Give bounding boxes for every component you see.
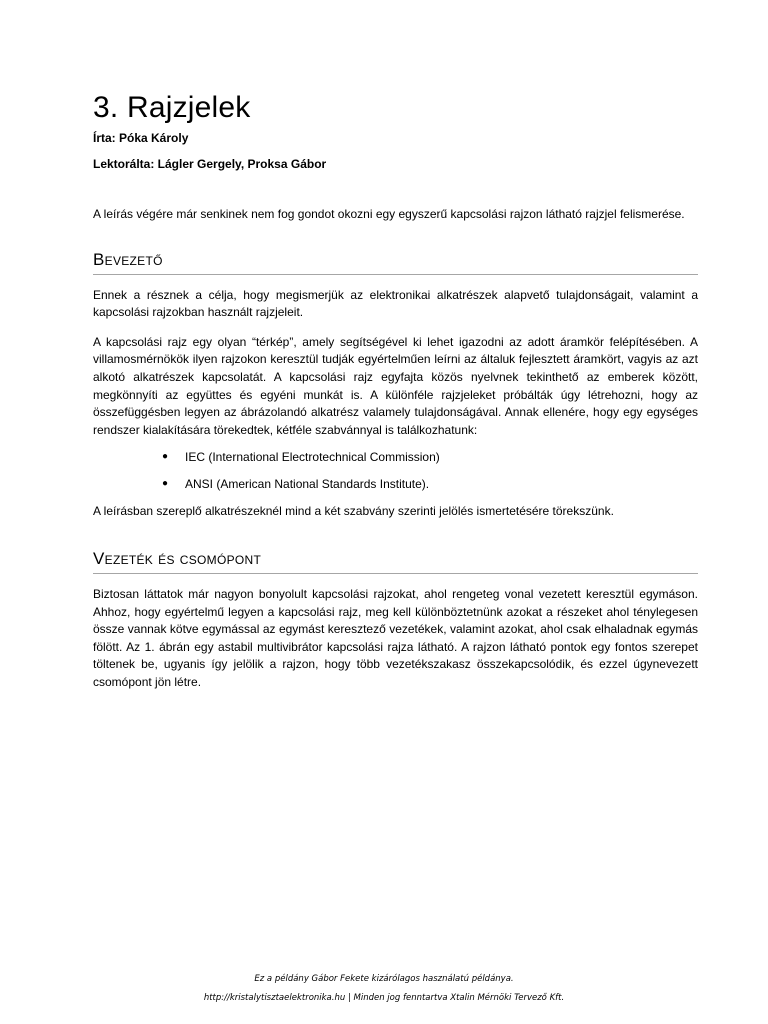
reviewer-line: Lektorálta: Lágler Gergely, Proksa Gábor [93,157,327,171]
list-item [93,449,698,465]
author-line: Írta: Póka Károly [93,131,189,145]
bullet-icon: ● [162,478,169,490]
page-title: 3. Rajzjelek [93,91,251,124]
paragraph: A leírásban szereplő alkatrészeknél mind a két szabvány szerinti jelölés ismertetésére törekszünk. [93,504,614,519]
paragraph: Ennek a résznek a célja, hogy megismerjük az elektronikai alkatrészek alapvető tulajdonságait, valamint a kapcsolási rajzokban használt rajzjeleit. [93,287,698,320]
paragraph: A kapcsolási rajz egy olyan “térkép”, amely segítségével ki lehet igazodni az adott áramkör felépítésében. A villamosmérnökök ilyen rajzokon keresztül tudják egyértelműen leírni az általuk fejlesztett áramkört, vagyis az azt alkotó alkatrészek kapcsolatát. A kapcsolási rajz egyfajta közös nyelvnek tekinthető az emberek között, megkönnyíti az együttes és egyéni munkát is. A különféle rajzjeleket próbálták úgy létrehozni, hogy az összefüggésben legyen az ábrázolandó alkatrész valamely tulajdonságával. Annak ellenére, hogy egy egységes rendszer kialakítására törekedtek, kétféle szabvánnyal is találkozhatunk: [93,334,698,437]
list-item-label: ANSI (American National Standards Institute). [185,477,430,492]
standards-list [93,449,698,492]
bullet-icon: ● [162,451,169,463]
paragraph: Biztosan láttatok már nagyon bonyolult kapcsolási rajzokat, ahol rengeteg vonal vezetett keresztül egymáson. Ahhoz, hogy egyértelmű legyen a kapcsolási rajz, meg kell különböztetnünk azokat a részeket ahol ténylegesen össze vannak kötve egymással az egymást keresztező vezetékek, valamint azokat, ahol csak elhaladnak egymás fölött. Az 1. ábrán egy astabil multivibrátor kapcsolási rajza látható. A rajzon látható pontok egy fontos szerepet töltenek be, ugyanis így jelölik a rajzon, hogy több vezetékszakasz összekapcsolódik, és ezzel úgynevezett csomópont jön létre. [93,586,698,689]
list-item-label: IEC (International Electrotechnical Commission) [185,450,440,465]
footer-copyright: http://kristalytisztaelektronika.hu | Minden jog fenntartva Xtalin Mérnöki Tervező Kft. [203,993,565,1003]
section-heading-bevezeto: Bevezető [93,250,698,275]
footer-license-notice: Ez a példány Gábor Fekete kizárólagos használatú példánya. [254,974,514,984]
intro-paragraph: A leírás végére már senkinek nem fog gondot okozni egy egyszerű kapcsolási rajzon látható rajzjel felismerése. [93,207,685,221]
list-item [93,476,698,492]
section-heading-vezetek: Vezeték és csomópont [93,549,698,574]
document-page [93,88,698,692]
